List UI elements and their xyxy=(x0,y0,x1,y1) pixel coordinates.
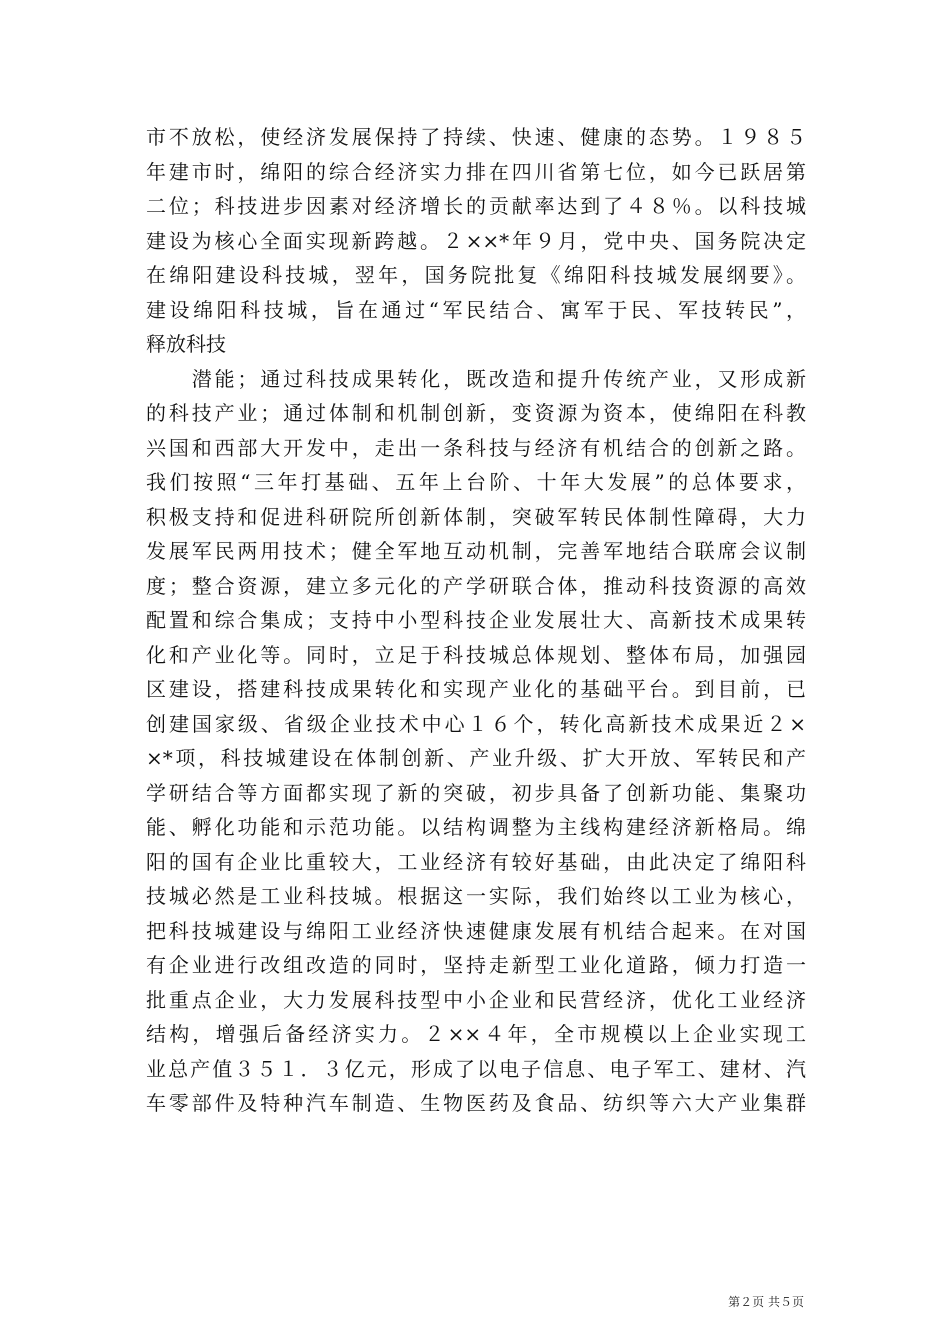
text-line: 建设为核心全面实现新跨越。２××*年９月，党中央、国务院决定 xyxy=(146,228,806,253)
text-line: 潜能；通过科技成果转化，既改造和提升传统产业，又形成新 xyxy=(146,366,806,391)
text-line: ×*项，科技城建设在体制创新、产业升级、扩大开放、军转民和产 xyxy=(146,746,806,770)
page-number: 第２页 共５页 xyxy=(728,1295,804,1309)
body-text xyxy=(146,120,806,1121)
text-line: 区建设，搭建科技成果转化和实现产业化的基础平台。到目前，已 xyxy=(146,677,806,701)
text-line: 建设绵阳科技城，旨在通过“军民结合、寓军于民、军技转民”， xyxy=(146,297,806,322)
text-line: 兴国和西部大开发中，走出一条科技与经济有机结合的创新之路。 xyxy=(146,435,806,460)
text-line: 积极支持和促进科研院所创新体制，突破军转民体制性障碍，大力 xyxy=(146,504,806,529)
text-line: 二位；科技进步因素对经济增长的贡献率达到了４８％。以科技城 xyxy=(146,194,806,218)
text-line: 度；整合资源，建立多元化的产学研联合体，推动科技资源的高效 xyxy=(146,573,806,598)
text-line: 化和产业化等。同时，立足于科技城总体规划、整体布局，加强园 xyxy=(146,642,806,667)
text-line: 车零部件及特种汽车制造、生物医药及食品、纺织等六大产业集群 xyxy=(146,1091,806,1115)
text-line: 释放科技 xyxy=(146,332,226,356)
text-line: 结构，增强后备经济实力。２××４年，全市规模以上企业实现工 xyxy=(146,1022,806,1046)
text-line: 创建国家级、省级企业技术中心１６个，转化高新技术成果近２× xyxy=(146,711,806,736)
text-line: 市不放松，使经济发展保持了持续、快速、健康的态势。１９８５ xyxy=(146,125,806,149)
text-line: 批重点企业，大力发展科技型中小企业和民营经济，优化工业经济 xyxy=(146,987,806,1012)
text-line: 配置和综合集成；支持中小型科技企业发展壮大、高新技术成果转 xyxy=(146,608,806,632)
text-line: 的科技产业；通过体制和机制创新，变资源为资本，使绵阳在科教 xyxy=(146,401,806,425)
text-line: 能、孵化功能和示范功能。以结构调整为主线构建经济新格局。绵 xyxy=(146,815,806,839)
text-line: 在绵阳建设科技城，翌年，国务院批复《绵阳科技城发展纲要》。 xyxy=(146,263,806,287)
text-line: 发展军民两用技术；健全军地互动机制，完善军地结合联席会议制 xyxy=(146,539,806,563)
text-line: 年建市时，绵阳的综合经济实力排在四川省第七位，如今已跃居第 xyxy=(146,159,806,184)
text-line: 把科技城建设与绵阳工业经济快速健康发展有机结合起来。在对国 xyxy=(146,918,806,943)
text-line: 我们按照“三年打基础、五年上台阶、十年大发展”的总体要求， xyxy=(146,470,806,494)
text-line: 阳的国有企业比重较大，工业经济有较好基础，由此决定了绵阳科 xyxy=(146,849,806,874)
text-line: 业总产值３５１．３亿元，形成了以电子信息、电子军工、建材、汽 xyxy=(146,1056,806,1081)
text-line: 有企业进行改组改造的同时，坚持走新型工业化道路，倾力打造一 xyxy=(146,953,806,977)
text-line: 学研结合等方面都实现了新的突破，初步具备了创新功能、集聚功 xyxy=(146,780,806,805)
text-line: 技城必然是工业科技城。根据这一实际，我们始终以工业为核心， xyxy=(146,884,806,908)
